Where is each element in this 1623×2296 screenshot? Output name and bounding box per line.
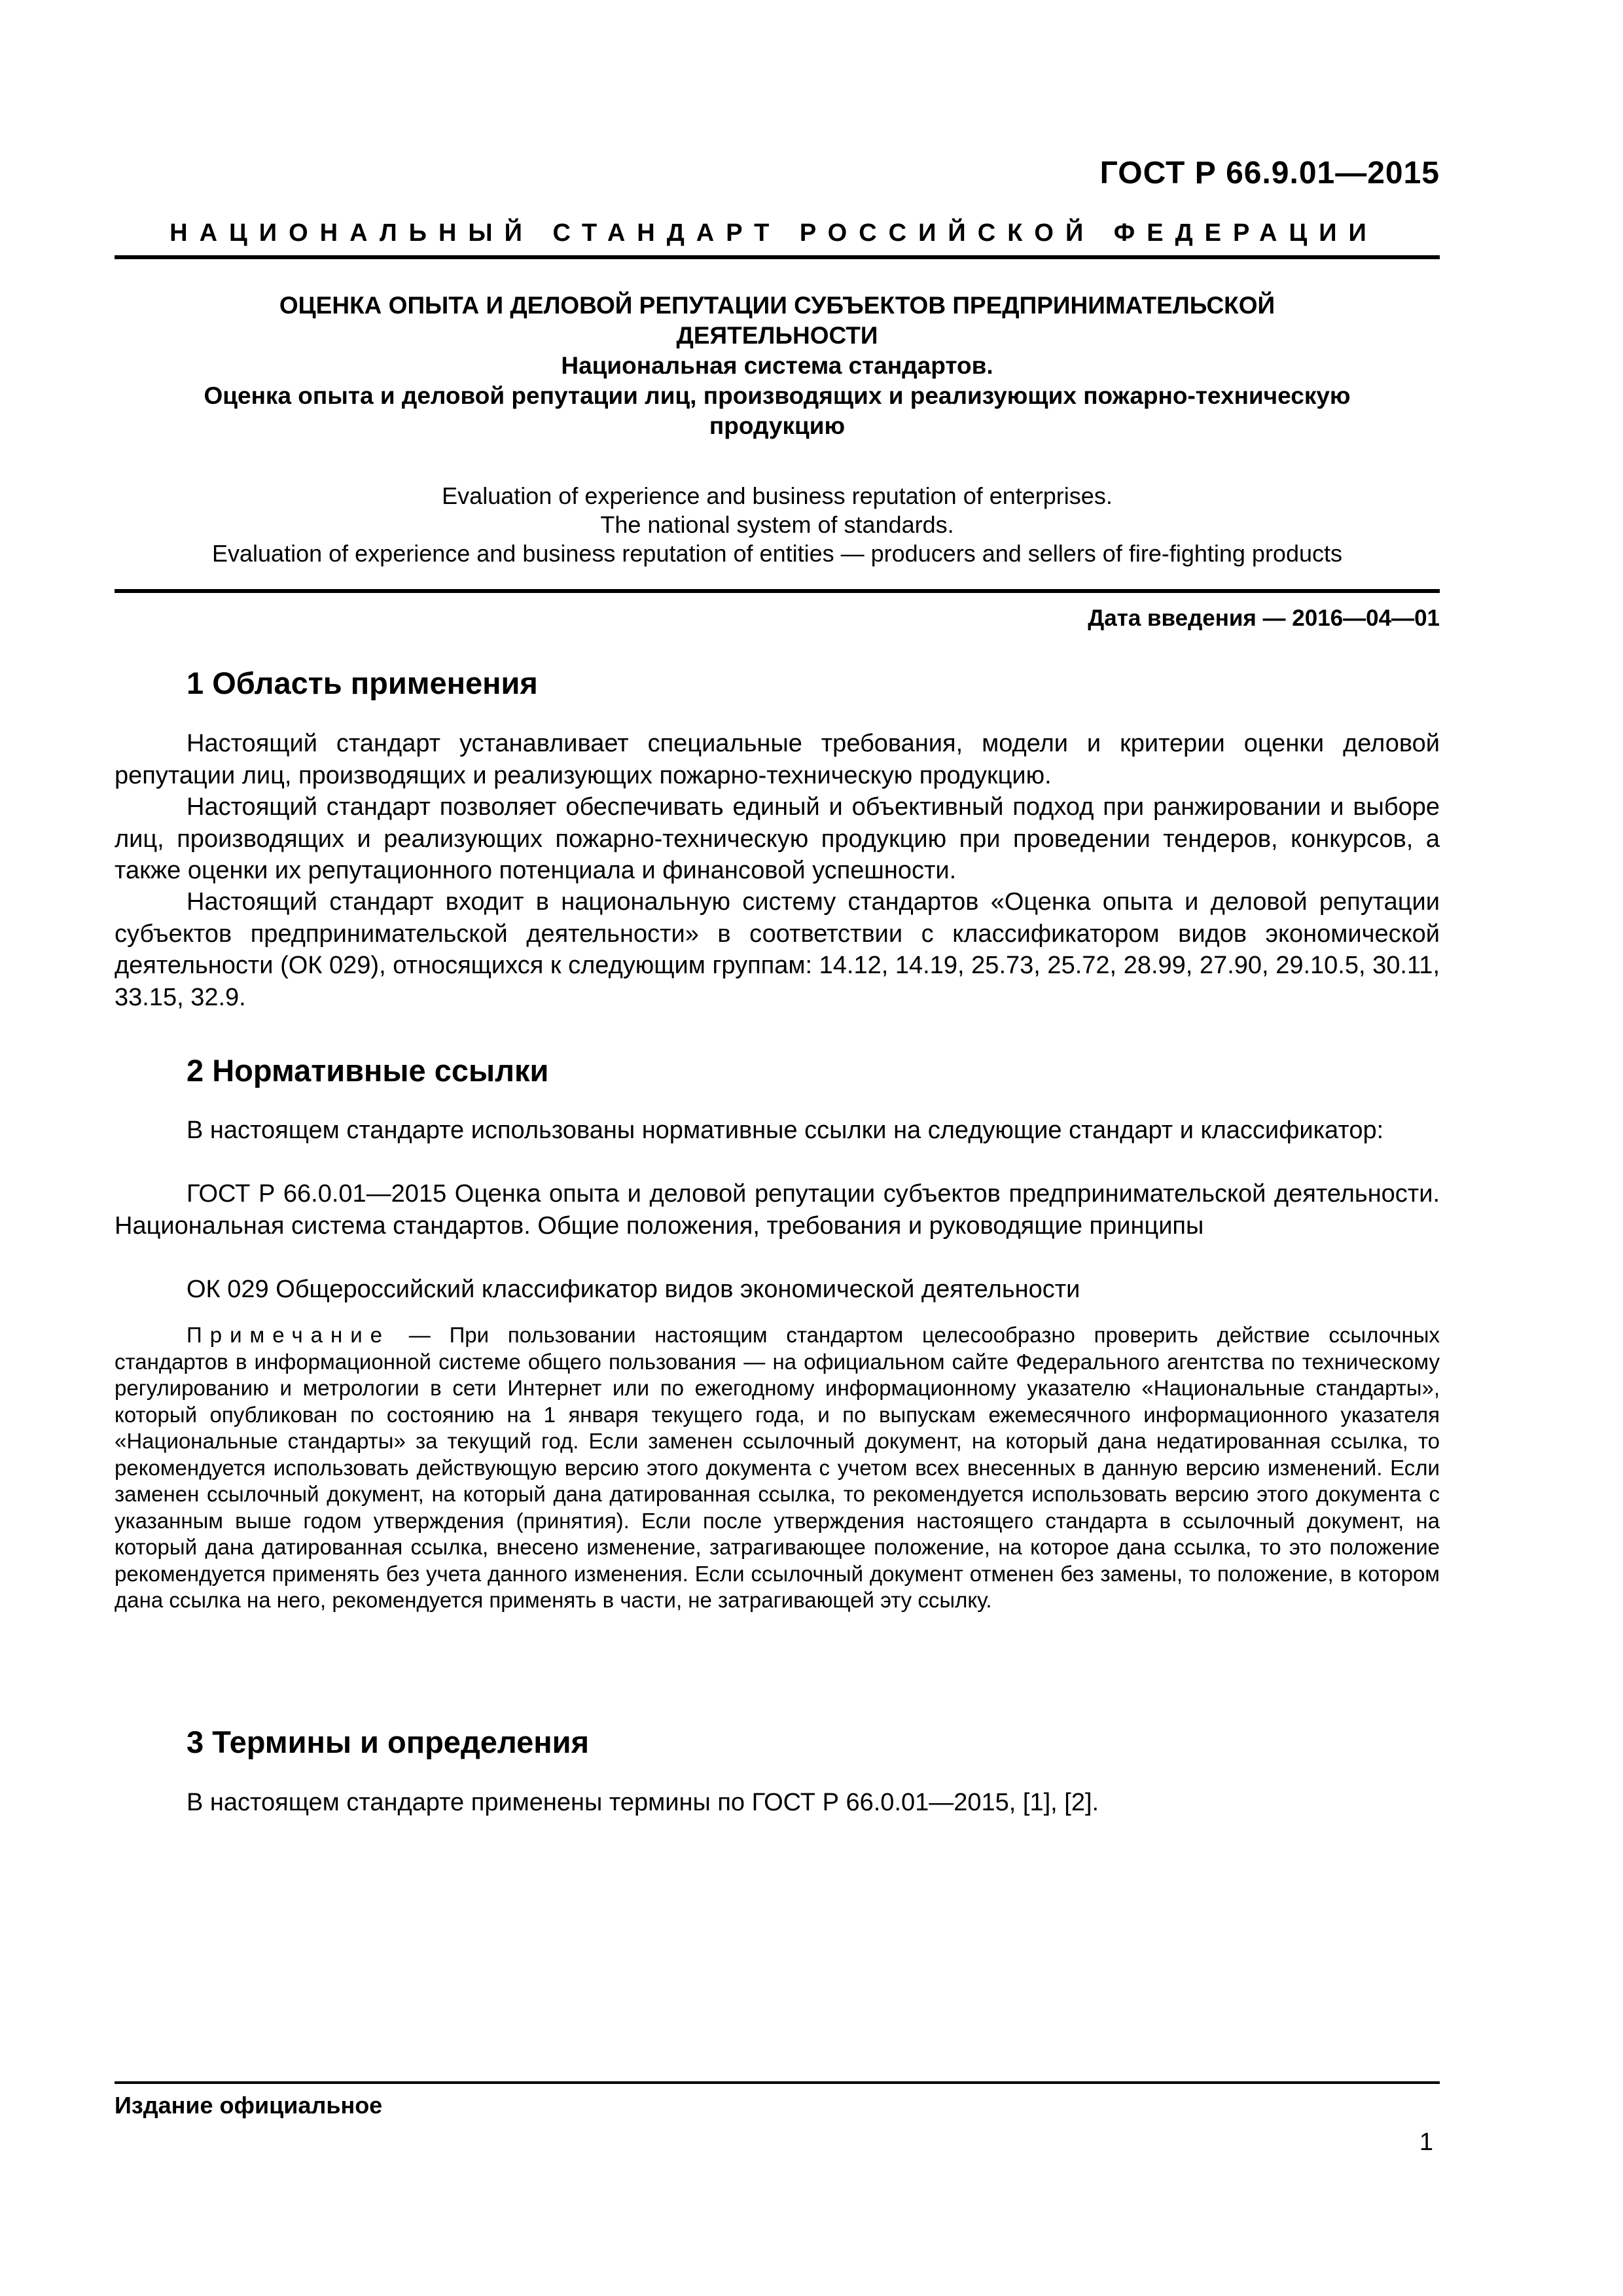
title-ru-line: ДЕЯТЕЛЬНОСТИ xyxy=(676,322,878,349)
title-en-line: Evaluation of experience and business reputation of entities — producers and sellers of fire-fighting products xyxy=(212,540,1342,567)
page-number: 1 xyxy=(1419,2128,1433,2156)
national-standard-banner: НАЦИОНАЛЬНЫЙ СТАНДАРТ РОССИЙСКОЙ ФЕДЕРАЦИИ xyxy=(169,219,1378,247)
official-edition-label: Издание официальное xyxy=(115,2092,383,2119)
paragraph: ГОСТ Р 66.0.01—2015 Оценка опыта и деловой репутации субъектов предпринимательской деятельности. Национальная система стандартов. Общие положения, требования и руководящие принципы xyxy=(115,1180,1440,1240)
title-ru-line: продукцию xyxy=(709,412,846,439)
note xyxy=(115,1322,1440,1614)
title-rule xyxy=(115,589,1440,593)
paragraph: Настоящий стандарт устанавливает специальные требования, модели и критерии оценки деловой репутации лиц, производящих и реализующих пожарно-техническую продукцию. xyxy=(115,730,1440,789)
document-page xyxy=(115,0,1440,2296)
footer-rule xyxy=(115,2081,1440,2084)
note-text: — При пользовании настоящим стандартом целесообразно проверить действие ссылочных стандартов в информационной системе общего пользования — на официальном сайте Федерального агентства по техническому регулированию и метрологии в сети Интернет или по ежегодному информационному указателю «Национальные стандарты», который опубликован по состоянию на 1 января текущего года, и по выпускам ежемесячного информационного указателя «Национальные стандарты» за текущий год. Если заменен ссылочный документ, на который дана недатированная ссылка, то рекомендуется использовать действующую версию этого документа с учетом всех внесенных в данную версию изменений. Если заменен ссылочный документ, на который дана датированная ссылка, то рекомендуется использовать версию этого документа с указанным выше годом утверждения (принятия). Если после утверждения настоящего стандарта в ссылочный документ, на который дана датированная ссылка, внесено изменение, затрагивающее положение, на которое дана ссылка, то это положение рекомендуется применять без учета данного изменения. Если ссылочный документ отменен без замены, то положение, в котором дана ссылка на него, рекомендуется применять в части, не затрагивающей эту ссылку. xyxy=(115,1323,1440,1612)
title-ru-line: ОЦЕНКА ОПЫТА И ДЕЛОВОЙ РЕПУТАЦИИ СУБЪЕКТОВ ПРЕДПРИНИМАТЕЛЬСКОЙ xyxy=(279,292,1275,319)
title-en-line: The national system of standards. xyxy=(600,511,954,538)
title-en-line: Evaluation of experience and business reputation of enterprises. xyxy=(442,482,1113,509)
section-heading: 1 Область применения xyxy=(187,666,538,700)
title-ru xyxy=(115,291,1440,441)
introduction-date: Дата введения — 2016—04—01 xyxy=(1088,605,1440,631)
paragraph: Настоящий стандарт позволяет обеспечивать единый и объективный подход при ранжировании и выборе лиц, производящих и реализующих пожарно-техническую продукцию при проведении тендеров, конкурсов, а также оценки их репутационного потенциала и финансовой успешности. xyxy=(115,793,1440,884)
header-rule xyxy=(115,255,1440,259)
paragraph: ОК 029 Общероссийский классификатор видов экономической деятельности xyxy=(187,1276,1080,1303)
paragraph: Настоящий стандарт входит в национальную систему стандартов «Оценка опыта и деловой репутации субъектов предпринимательской деятельности» в соответствии с классификатором видов экономической деятельности (ОК 029), относящихся к следующим группам: 14.12, 14.19, 25.73, 25.72, 28.99, 27.90, 29.10.5, 30.11, 33.15, 32.9. xyxy=(115,888,1440,1011)
paragraph: В настоящем стандарте использованы нормативные ссылки на следующие стандарт и классификатор: xyxy=(187,1117,1384,1144)
title-en xyxy=(115,482,1440,568)
title-ru-line: Оценка опыта и деловой репутации лиц, производящих и реализующих пожарно-техническую xyxy=(204,382,1351,409)
section-heading: 2 Нормативные ссылки xyxy=(187,1053,549,1088)
note-label: Примечание xyxy=(187,1323,391,1347)
paragraph: В настоящем стандарте применены термины по ГОСТ Р 66.0.01—2015, [1], [2]. xyxy=(187,1789,1099,1816)
section-heading: 3 Термины и определения xyxy=(187,1725,589,1759)
document-code: ГОСТ Р 66.9.01—2015 xyxy=(1099,156,1440,190)
title-ru-line: Национальная система стандартов. xyxy=(561,352,993,379)
